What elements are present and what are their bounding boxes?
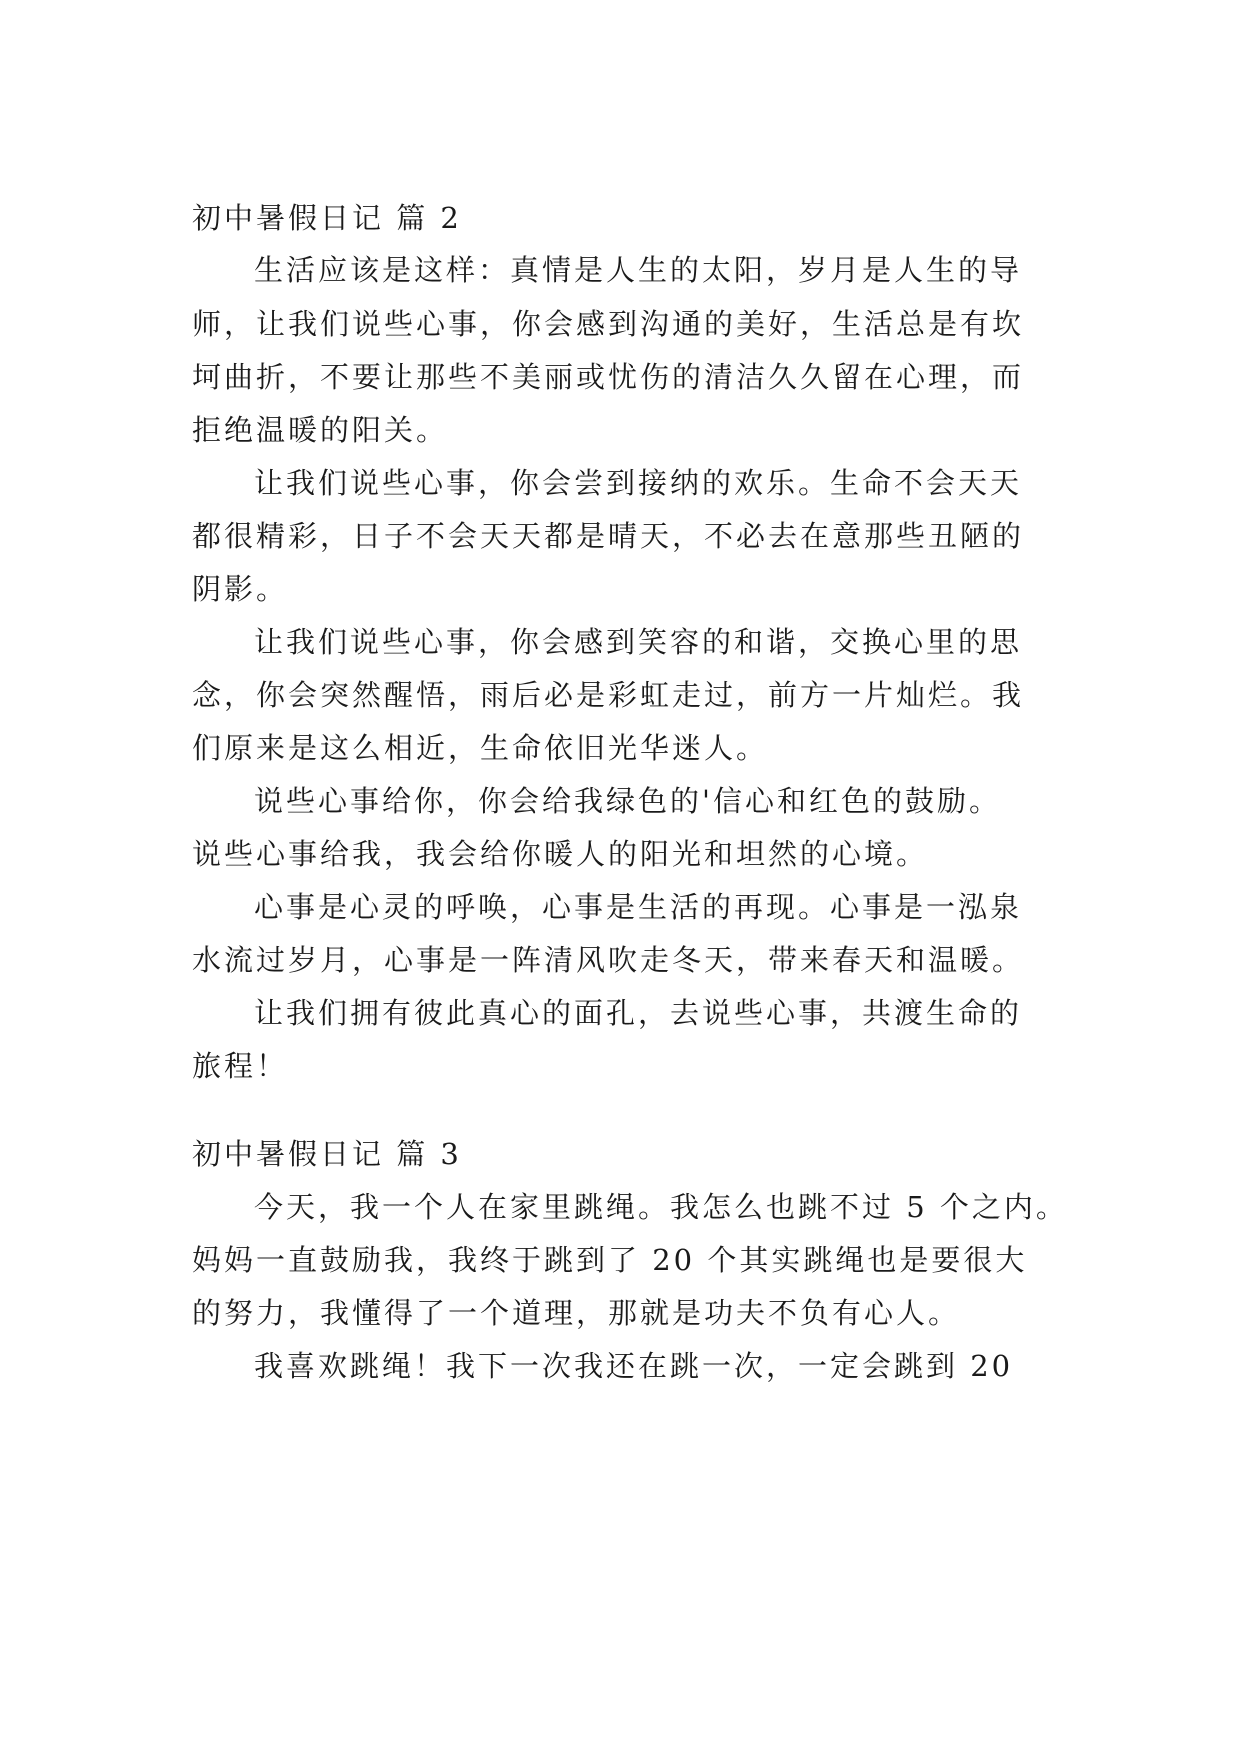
paragraph-line: 我喜欢跳绳！我下一次我还在跳一次，一定会跳到 20 xyxy=(254,1349,1014,1383)
paragraph-line: 今天，我一个人在家里跳绳。我怎么也跳不过 5 个之内。 xyxy=(254,1190,1068,1224)
paragraph-line: 念，你会突然醒悟，雨后必是彩虹走过，前方一片灿烂。我 xyxy=(192,678,1025,712)
paragraph-line: 旅程！ xyxy=(192,1049,289,1083)
paragraph-line: 们原来是这么相近，生命依旧光华迷人。 xyxy=(192,731,769,765)
paragraph-line: 让我们说些心事，你会感到笑容的和谐，交换心里的思 xyxy=(254,625,1023,659)
paragraph-line: 生活应该是这样：真情是人生的太阳，岁月是人生的导 xyxy=(254,253,1023,287)
section-heading: 初中暑假日记 篇 2 xyxy=(192,201,462,235)
paragraph-line: 阴影。 xyxy=(192,572,289,606)
paragraph-line: 妈妈一直鼓励我，我终于跳到了 20 个其实跳绳也是要很大 xyxy=(192,1243,1028,1277)
paragraph-line: 水流过岁月，心事是一阵清风吹走冬天，带来春天和温暖。 xyxy=(192,943,1025,977)
paragraph-line: 让我们拥有彼此真心的面孔，去说些心事，共渡生命的 xyxy=(254,996,1023,1030)
paragraph-line: 的努力，我懂得了一个道理，那就是功夫不负有心人。 xyxy=(192,1296,961,1330)
paragraph-line: 师，让我们说些心事，你会感到沟通的美好，生活总是有坎 xyxy=(192,307,1025,341)
paragraph-line: 拒绝温暖的阳关。 xyxy=(192,413,449,447)
paragraph-line: 坷曲折，不要让那些不美丽或忧伤的清洁久久留在心理，而 xyxy=(192,360,1025,394)
paragraph-line: 心事是心灵的呼唤，心事是生活的再现。心事是一泓泉 xyxy=(254,890,1023,924)
section-heading: 初中暑假日记 篇 3 xyxy=(192,1137,462,1171)
paragraph-line: 说些心事给你，你会给我绿色的'信心和红色的鼓励。 xyxy=(254,784,1001,818)
paragraph-line: 都很精彩，日子不会天天都是晴天，不必去在意那些丑陋的 xyxy=(192,519,1025,553)
paragraph-line: 让我们说些心事，你会尝到接纳的欢乐。生命不会天天 xyxy=(254,466,1023,500)
paragraph-line: 说些心事给我，我会给你暖人的阳光和坦然的心境。 xyxy=(192,837,929,871)
